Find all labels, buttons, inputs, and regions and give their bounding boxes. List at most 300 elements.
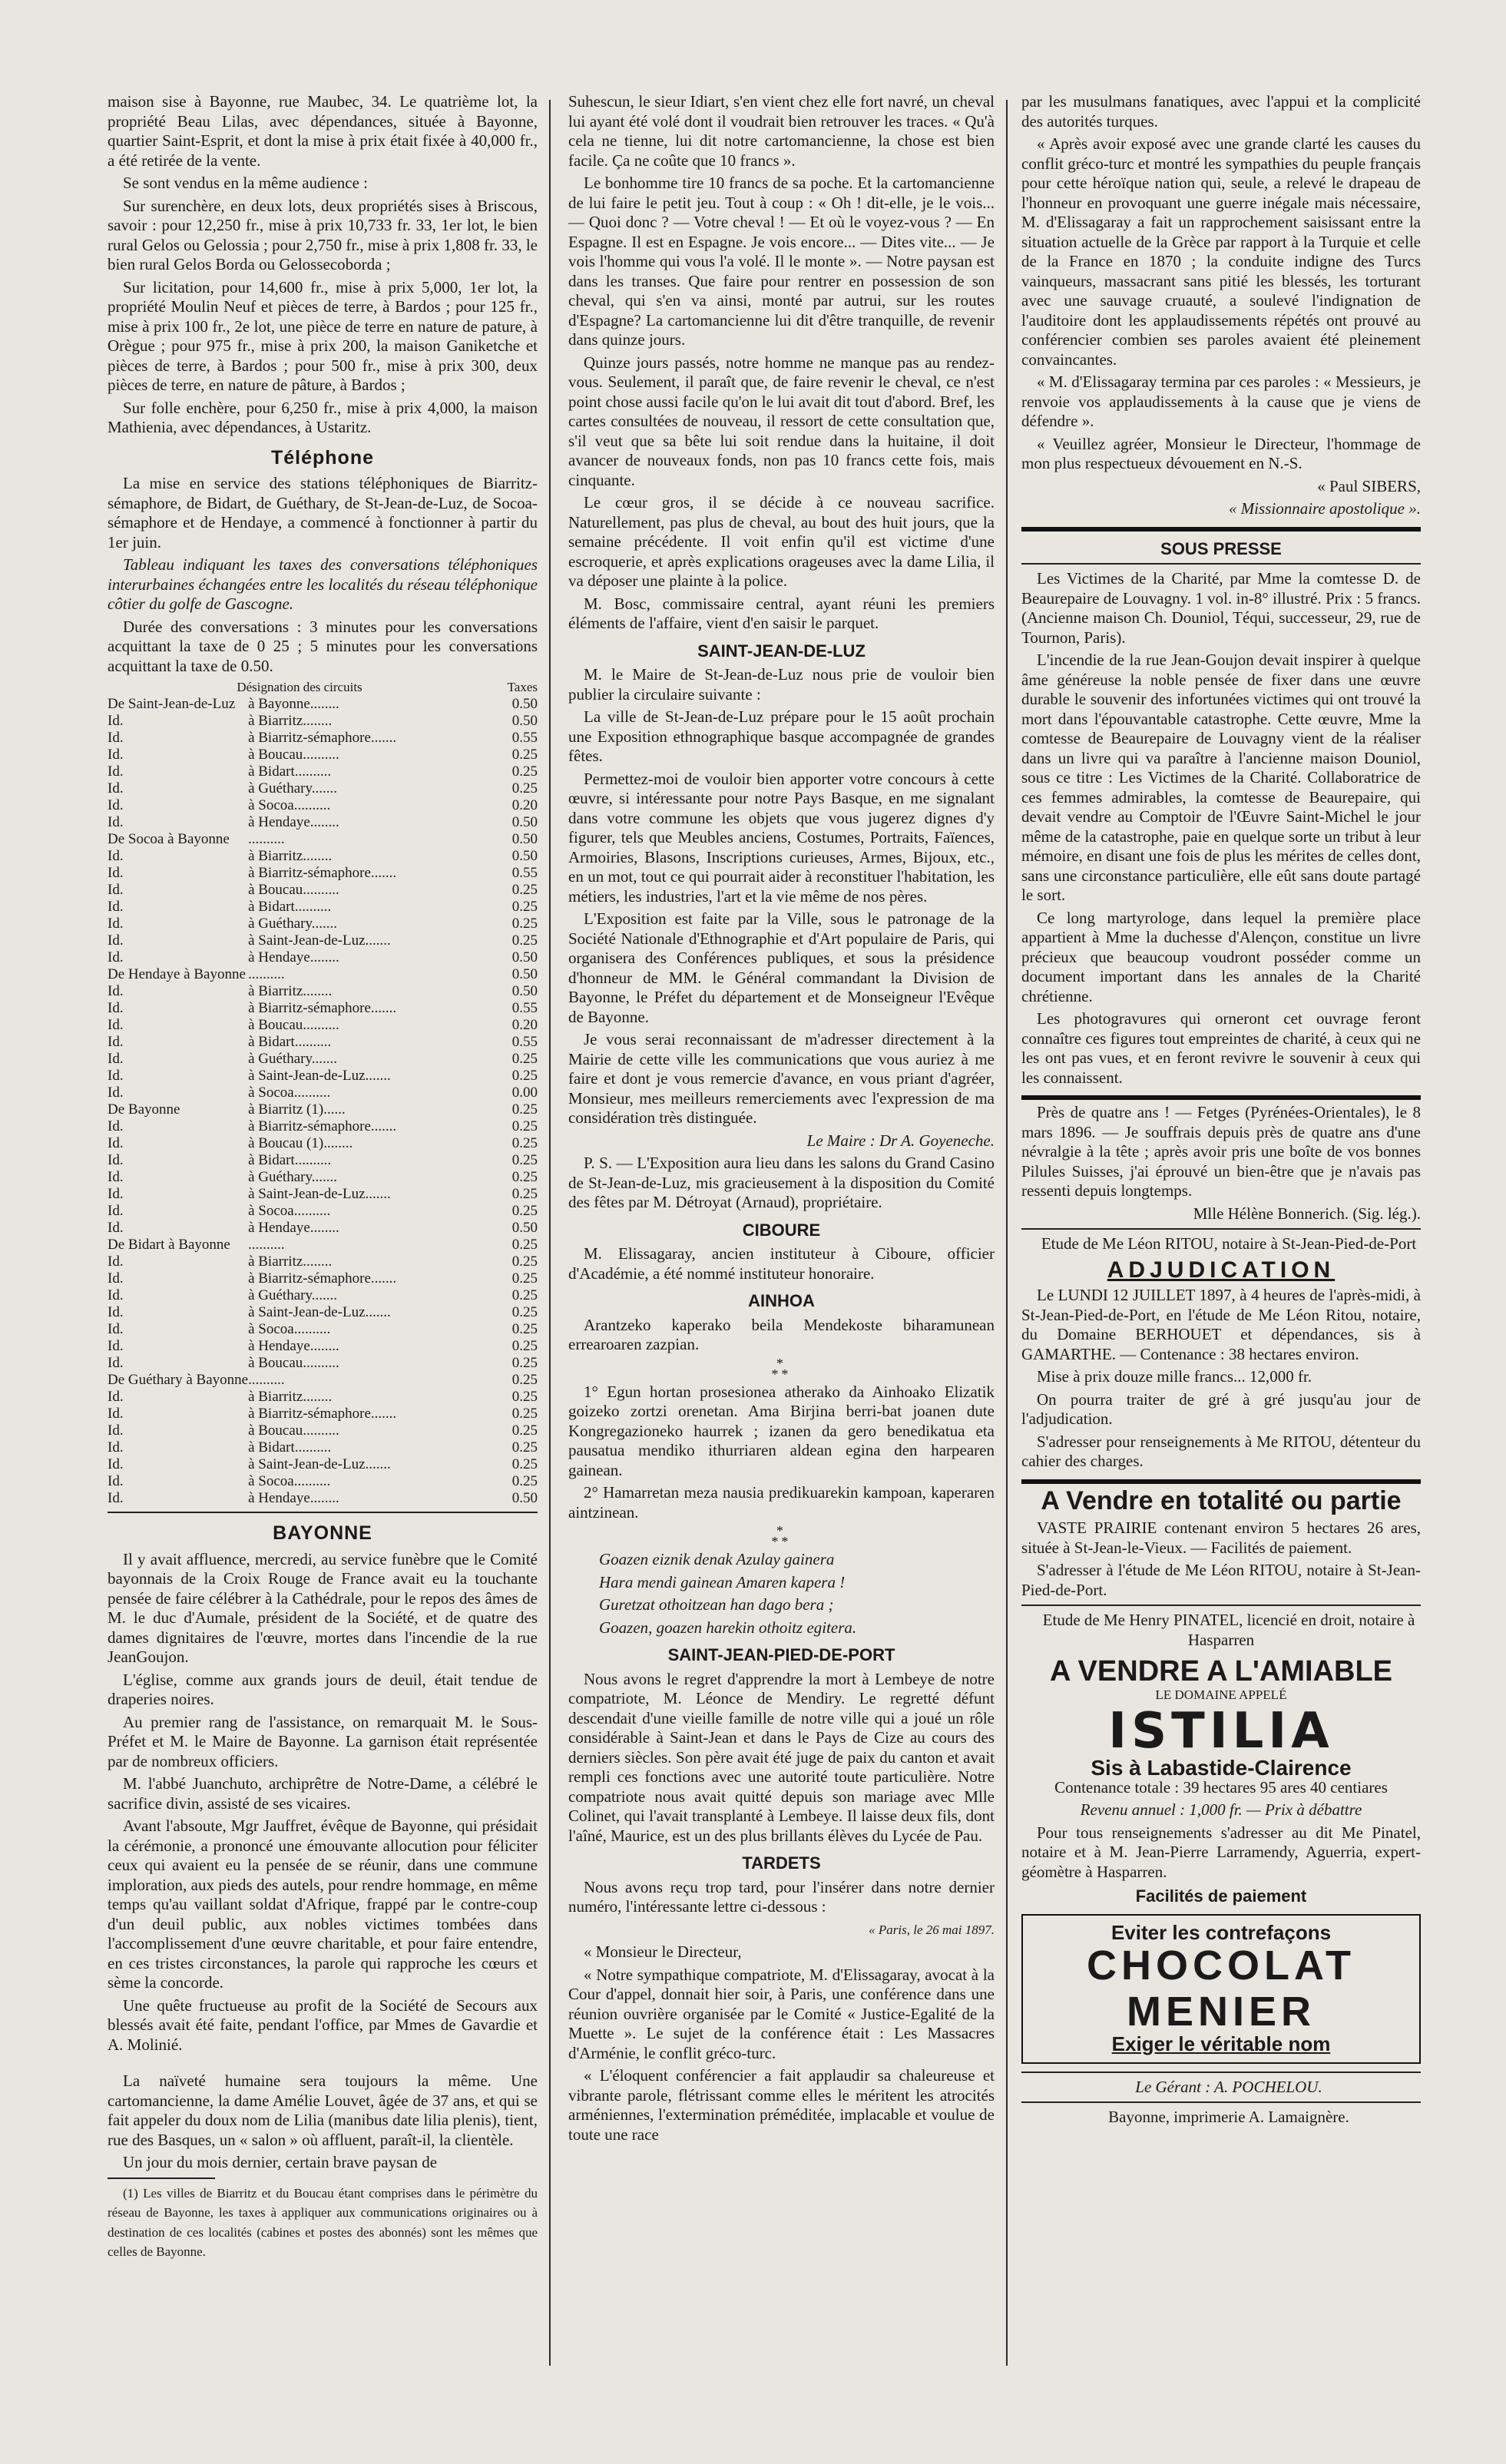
circuit-destination: à Hendaye........ xyxy=(248,949,339,965)
tax-value: 0.00 xyxy=(511,1085,538,1101)
table-row xyxy=(108,1338,538,1355)
circuit-destination: à Biarritz-sémaphore....... xyxy=(248,1270,397,1287)
circuit-origin: Id. xyxy=(108,899,124,915)
tax-value: 0.25 xyxy=(511,1101,538,1118)
paragraph: « Notre sympathique compatriote, M. d'Elissagaray, avocat à la Cour d'appel, donnait hier soir, à Paris, une conférence dans une réunion ouvrière organisée par le Comité « Justice-Egalité de la Muette ». Le sujet de la conférence était : Les Massacres d'Arménie, le conflit gréco-turc. xyxy=(568,1965,995,2062)
tax-value: 0.50 xyxy=(511,966,538,982)
paragraph: 2° Hamarretan meza nausia predikuarekin kampoan, kaperaren aintzinean. xyxy=(568,1483,995,1522)
circuit-destination: à Socoa.......... xyxy=(248,1085,331,1101)
table-row xyxy=(108,1456,538,1473)
paragraph: L'église, comme aux grands jours de deuil, était tendue de draperies noires. xyxy=(108,1670,538,1708)
circuit-origin: Id. xyxy=(108,1270,124,1287)
circuit-origin: Id. xyxy=(108,747,124,763)
table-row xyxy=(108,1372,538,1389)
circuit-destination: à Biarritz........ xyxy=(248,983,333,999)
paragraph: Sur surenchère, en deux lots, deux propriétés sises à Briscous, savoir : pour 12,250 fr., mise à prix 10,733 fr. 33, 1er lot, le bien rural Gelos ou Gelossia ; pour 2,750 fr., mise à prix 1,808 fr. 33, le bien rural Gelos Borda ou Gelossecoborda ; xyxy=(108,196,538,273)
tax-value: 0.25 xyxy=(511,932,538,949)
circuit-destination: à Saint-Jean-de-Luz....... xyxy=(248,1186,391,1202)
section-heading-ainhoa: AINHOA xyxy=(748,1291,815,1310)
divider xyxy=(1021,2072,1421,2073)
circuit-origin: Id. xyxy=(108,814,124,830)
tax-value: 0.25 xyxy=(511,882,538,898)
paragraph: On pourra traiter de gré à gré jusqu'au jour de l'adjudication. xyxy=(1021,1389,1421,1428)
circuit-origin: Id. xyxy=(108,916,124,932)
table-row xyxy=(108,1220,538,1237)
circuit-origin: Id. xyxy=(108,1389,124,1405)
verse-line: Hara mendi gainean Amaren kapera ! xyxy=(599,1572,846,1591)
table-row xyxy=(108,797,538,814)
paragraph: Permettez-moi de vouloir bien apporter votre concours à cette œuvre, si intéressante pour notre Pays Basque, en me signalant dans votre commune les objets que vous jugerez dignes d'y figurer, tels que Meubles anciens, Costumes, Portraits, Faïences, Armoiries, Blasons, Inscriptions curieuses, Armes, Bijoux, etc., en un mot, tout ce qui pourrait aider à reconstituer l'habitation, les métiers, les industries, l'art et la vie même de nos pères. xyxy=(568,769,995,906)
circuit-origin: Id. xyxy=(108,1473,124,1489)
circuit-origin: Id. xyxy=(108,1304,124,1320)
section-heading-saint-jean-de-luz: SAINT-JEAN-DE-LUZ xyxy=(697,641,866,661)
circuit-destination: à Boucau.......... xyxy=(248,747,339,763)
circuit-destination: à Biarritz (1)...... xyxy=(248,1101,346,1118)
paragraph: Arantzeko kaperako beila Mendekoste biharamunean errearoaren zazpian. xyxy=(568,1315,995,1353)
thick-divider xyxy=(1021,1479,1421,1484)
tax-value: 0.25 xyxy=(511,1389,538,1405)
table-row xyxy=(108,780,538,797)
domain-name: ISTILIA xyxy=(1108,1703,1334,1760)
table-row xyxy=(108,1118,538,1135)
signature-title: « Missionnaire apostolique ». xyxy=(1228,499,1421,518)
paragraph: Nous avons le regret d'apprendre la mort à Lembeye de notre compatriote, M. Léonce de Mendiry. Le regretté défunt descendait d'une vieille famille de notre ville qui a joué un rôle considérable à Saint-Jean et dans le Pays de Cize au cours des derniers siècles. Son père avait été juge de paix du canton et avait rempli ces fonctions avec une autorité toute particulière. Notre compatriote nous avait quitté depuis son mariage avec Mlle Colinet, qui l'avait transplanté à Lembeye. Il laisse deux fils, dont l'aîné, Maurice, est un des plus brillants élèves du Lycée de Pau. xyxy=(568,1669,995,1845)
column-rule-2 xyxy=(1006,100,1008,2366)
circuit-destination: à Biarritz-sémaphore....... xyxy=(248,865,397,881)
paragraph: Avant l'absoute, Mgr Jauffret, évêque de Bayonne, qui présidait la cérémonie, a prononcé une émouvante allocution pour féliciter ceux qui avaient eu la pensée de se réunir, dans une commune imploration, aux pieds des autels, pour rendre hommage, en même temps qu'au vaillant soldat d'Afrique, frappé par le contre-coup d'un deuil public, aux nobles victimes tombées dans l'accomplissement d'une œuvre charitable, et pour faire entendre, en ces tristes circonstances, la parole qui rapproche les cœurs et sème la concorde. xyxy=(108,1817,538,1992)
circuit-destination: à Bidart.......... xyxy=(248,763,332,780)
asterism: * ** xyxy=(771,1523,792,1549)
section-heading-saint-jean-pied-de-port: SAINT-JEAN-PIED-DE-PORT xyxy=(667,1645,895,1664)
circuit-origin: Id. xyxy=(108,1338,124,1354)
table-row xyxy=(108,1355,538,1372)
paragraph: S'adresser à l'étude de Me Léon RITOU, notaire à St-Jean-Pied-de-Port. xyxy=(1021,1561,1421,1599)
circuit-destination: à Hendaye........ xyxy=(248,814,339,830)
circuit-destination: à Saint-Jean-de-Luz....... xyxy=(248,1456,391,1472)
tax-value: 0.25 xyxy=(511,1439,538,1456)
paragraph: Une quête fructueuse au profit de la Société de Secours aux blessés avait été faite, pendant l'office, par Mmes de Gavardie et A. Molinié. xyxy=(108,1995,538,2054)
section-heading-bayonne: BAYONNE xyxy=(273,1522,372,1544)
table-row xyxy=(108,1389,538,1406)
circuit-origin: Id. xyxy=(108,1135,124,1151)
tax-value: 0.55 xyxy=(511,865,538,881)
circuit-origin: Id. xyxy=(108,1439,124,1456)
thick-divider xyxy=(1021,527,1421,532)
ad-line: Exiger le véritable nom xyxy=(1111,2032,1331,2055)
tax-value: 0.25 xyxy=(511,1304,538,1320)
table-row xyxy=(108,882,538,899)
amiable-heading: A VENDRE A L'AMIABLE xyxy=(1049,1655,1393,1687)
divider xyxy=(1021,563,1421,565)
section-heading-ciboure: CIBOURE xyxy=(742,1220,821,1240)
column-3 xyxy=(1021,92,1421,2131)
tax-value: 0.20 xyxy=(511,797,538,813)
signature-name: « Paul SIBERS, xyxy=(1317,476,1421,495)
tax-value: 0.25 xyxy=(511,1203,538,1219)
circuit-origin: Id. xyxy=(108,1254,124,1270)
tax-value: 0.50 xyxy=(511,949,538,965)
table-row xyxy=(108,763,538,780)
table-row xyxy=(108,747,538,763)
circuit-destination: à Bidart.......... xyxy=(248,1152,332,1168)
tax-value: 0.50 xyxy=(511,831,538,847)
section-heading-telephone: Téléphone xyxy=(270,446,374,469)
circuit-origin: De Socoa à Bayonne xyxy=(108,831,230,847)
circuit-destination: à Bidart.......... xyxy=(248,899,332,915)
tax-value: 0.50 xyxy=(511,814,538,830)
circuit-destination: à Biarritz........ xyxy=(248,848,333,864)
circuit-origin: Id. xyxy=(108,1034,124,1050)
circuit-destination: à Biarritz........ xyxy=(248,713,333,729)
circuit-destination: à Biarritz........ xyxy=(248,1254,333,1270)
thick-divider xyxy=(1021,1095,1421,1100)
paragraph: La ville de St-Jean-de-Luz prépare pour le 15 août prochain une Exposition ethnographique basque accompagnée de grandes fêtes. xyxy=(568,707,995,765)
sale-heading: A Vendre en totalité ou partie xyxy=(1041,1485,1402,1515)
footnote: (1) Les villes de Biarritz et du Boucau étant comprises dans le périmètre du réseau de Bayonne, les taxes à appliquer aux communications originaires ou à destination de ces localités (cabines et postes des abonnés) sont les mêmes que celles de Bayonne. xyxy=(108,2185,538,2259)
circuit-origin: Id. xyxy=(108,1000,124,1016)
circuit-destination: à Boucau.......... xyxy=(248,882,339,898)
circuit-destination: à Hendaye........ xyxy=(248,1490,339,1506)
tax-value: 0.50 xyxy=(511,1220,538,1236)
circuit-destination: à Bayonne........ xyxy=(248,696,339,712)
paragraph: Mise à prix douze mille francs... 12,000 fr. xyxy=(1037,1367,1312,1386)
paragraph: M. l'abbé Juanchuto, archiprêtre de Notre-Dame, a célébré le sacrifice divin, assisté de ses vicaires. xyxy=(108,1774,538,1813)
circuit-destination: à Boucau.......... xyxy=(248,1017,339,1033)
paragraph: M. Elissagaray, ancien instituteur à Ciboure, officier d'Académie, a été nommé instituteur honoraire. xyxy=(568,1244,995,1283)
table-row xyxy=(108,696,538,713)
gerant-line: Le Gérant : A. POCHELOU. xyxy=(1135,2077,1322,2096)
paragraph: Les Victimes de la Charité, par Mme la comtesse D. de Beaurepaire de Louvagny. 1 vol. in-8° illustré. Prix : 5 francs. (Ancienne maison Ch. Douniol, Téqui, successeur, 29, rue de Tournon, Paris). xyxy=(1021,569,1421,647)
tax-value: 0.25 xyxy=(511,1254,538,1270)
circuit-destination: à Saint-Jean-de-Luz....... xyxy=(248,1304,391,1320)
circuit-origin: Id. xyxy=(108,1355,124,1371)
paragraph: VASTE PRAIRIE contenant environ 5 hectares 26 ares, située à St-Jean-le-Vieux. — Facilités de paiement. xyxy=(1021,1518,1421,1557)
table-row xyxy=(108,1034,538,1051)
tax-table-body xyxy=(108,696,538,1507)
paragraph: Suhescun, le sieur Idiart, s'en vient chez elle fort navré, un cheval lui ayant été volé dont il voudrait bien retrouver les traces. « Qu'à cela ne tienne, lui dit notre cartomancienne, la chose est bien facile. Ça ne coûte que 10 francs ». xyxy=(568,92,995,170)
ad-line: Eviter les contrefaçons xyxy=(1110,1920,1332,1944)
circuit-destination: à Guéthary....... xyxy=(248,916,337,932)
table-row xyxy=(108,949,538,966)
table-row xyxy=(108,831,538,848)
table-row xyxy=(108,1422,538,1439)
circuit-origin: Id. xyxy=(108,983,124,999)
circuit-origin: Id. xyxy=(108,1203,124,1219)
table-row xyxy=(108,1051,538,1068)
tax-value: 0.25 xyxy=(511,899,538,915)
tax-value: 0.25 xyxy=(511,1422,538,1439)
circuit-destination: à Saint-Jean-de-Luz....... xyxy=(248,1068,391,1084)
table-row xyxy=(108,1203,538,1220)
tax-value: 0.25 xyxy=(511,1237,538,1253)
circuit-destination: à Saint-Jean-de-Luz....... xyxy=(248,932,391,949)
table-row xyxy=(108,865,538,882)
ad-brand: MENIER xyxy=(1126,1989,1316,2035)
tax-value: 0.25 xyxy=(511,916,538,932)
advertisement-pills: Près de quatre ans ! — Fetges (Pyrénées-Orientales), le 8 mars 1896. — Je souffrais depuis près de quatre ans d'une névralgie à la tête ; après avoir pris une boîte de vos bonnes Pilules Suisses, j'ai éprouvé un bien-être que je n'avais pas ressenti depuis longtemps. xyxy=(1021,1103,1421,1200)
table-header-taxes: Taxes xyxy=(507,680,538,694)
divider xyxy=(1021,1228,1421,1230)
tax-value: 0.50 xyxy=(511,848,538,864)
circuit-destination: à Socoa.......... xyxy=(248,1203,331,1219)
circuit-destination: à Boucau.......... xyxy=(248,1422,339,1439)
table-row xyxy=(108,848,538,865)
paragraph: par les musulmans fanatiques, avec l'appui et la complicité des autorités turques. xyxy=(1021,92,1421,131)
notary-etude: Etude de Me Léon RITOU, notaire à St-Jean-Pied-de-Port xyxy=(1041,1234,1417,1253)
column-rule-1 xyxy=(549,100,551,2366)
table-row xyxy=(108,730,538,747)
verse-line: Guretzat othoitzean han dago bera ; xyxy=(599,1595,834,1614)
verse-line: Goazen, goazen harekin othoitz egitera. xyxy=(599,1618,857,1637)
adjudication-heading: ADJUDICATION xyxy=(1107,1257,1336,1283)
tax-value: 0.25 xyxy=(511,780,538,796)
paragraph: P. S. — L'Exposition aura lieu dans les salons du Grand Casino de St-Jean-de-Luz, mis gracieusement à la disposition du Comité des fêtes par M. Détroyat (Arnaud), propriétaire. xyxy=(568,1154,995,1211)
circuit-origin: Id. xyxy=(108,1490,124,1506)
paragraph: Revenu annuel : 1,000 fr. — Prix à débattre xyxy=(1080,1800,1362,1819)
domain-location: Sis à Labastide-Clairence xyxy=(1091,1756,1352,1780)
paragraph: Le cœur gros, il se décide à ce nouveau sacrifice. Naturellement, pas plus de cheval, au bout des huit jours, que la semaine précédente. Il voit enfin qu'il est victime d'une escroquerie, et après explications orageuses avec la dame Lilia, il va déposer une plainte à la police. xyxy=(568,493,995,590)
circuit-destination: à Hendaye........ xyxy=(248,1220,339,1236)
circuit-destination: à Boucau (1)........ xyxy=(248,1135,353,1151)
table-row xyxy=(108,1237,538,1254)
paragraph: 1° Egun hortan prosesionea atherako da Ainhoako Elizatik goizeko zortzi orenetan. Ama Birjina berri-bat joanen dute Kongregazioneko haurrek ; izanen da gero benedikatua eta pausatua mendiko ithurriaren aldean egina den harpearen gainean. xyxy=(568,1382,995,1479)
tax-value: 0.25 xyxy=(511,1135,538,1151)
paragraph: Contenance totale : 39 hectares 95 ares 40 centiares xyxy=(1054,1777,1388,1797)
circuit-origin: Id. xyxy=(108,1220,124,1236)
paragraph: L'Exposition est faite par la Ville, sous le patronage de la Société Nationale d'Ethnographie et d'Art populaire de Paris, qui organisera des Conférences publiques, et sous la présidence d'honneur de MM. le Général commandant la Division de Bayonne, le Préfet du département et de Monseigneur l'Evêque de Bayonne. xyxy=(568,909,995,1026)
circuit-origin: Id. xyxy=(108,780,124,796)
circuit-destination: à Boucau.......... xyxy=(248,1355,339,1371)
tax-value: 0.25 xyxy=(511,1169,538,1185)
payment-facilities: Facilités de paiement xyxy=(1135,1886,1307,1906)
circuit-destination: à Guéthary....... xyxy=(248,780,337,796)
table-header-circuits: Désignation des circuits xyxy=(237,680,362,694)
circuit-origin: De Hendaye à Bayonne xyxy=(108,966,246,982)
tax-value: 0.25 xyxy=(511,1321,538,1337)
column-2 xyxy=(568,92,995,2148)
table-row xyxy=(108,1439,538,1456)
domain-subheading: LE DOMAINE APPELÉ xyxy=(1155,1687,1287,1702)
section-heading-tardets: TARDETS xyxy=(742,1853,821,1873)
circuit-origin: Id. xyxy=(108,1051,124,1067)
circuit-origin: Id. xyxy=(108,932,124,949)
circuit-destination: à Biarritz-sémaphore....... xyxy=(248,1118,397,1134)
circuit-destination: à Guéthary....... xyxy=(248,1287,337,1303)
table-row xyxy=(108,1321,538,1338)
verse-line: Goazen eiznik denak Azulay gainera xyxy=(599,1550,835,1568)
circuit-origin: Id. xyxy=(108,1422,124,1439)
tax-value: 0.55 xyxy=(511,730,538,746)
paragraph: M. Bosc, commissaire central, ayant réuni les premiers éléments de l'affaire, vient d'en saisir le parquet. xyxy=(568,594,995,632)
section-heading-sous-presse: SOUS PRESSE xyxy=(1160,538,1282,558)
circuit-origin: Id. xyxy=(108,1287,124,1303)
circuit-destination: à Hendaye........ xyxy=(248,1338,339,1354)
table-row xyxy=(108,932,538,949)
notary-etude: Etude de Me Henry PINATEL, licencié en droit, notaire à Hasparren xyxy=(1042,1611,1415,1649)
paragraph: « Veuillez agréer, Monsieur le Directeur, l'hommage de mon plus respectueux dévouement en N.-S. xyxy=(1021,434,1421,472)
tax-value: 0.25 xyxy=(511,1456,538,1472)
table-row xyxy=(108,1406,538,1422)
table-row xyxy=(108,1017,538,1034)
tax-value: 0.25 xyxy=(511,1068,538,1084)
tax-value: 0.50 xyxy=(511,1490,538,1506)
paragraph: « Monsieur le Directeur, xyxy=(584,1942,742,1961)
tax-value: 0.25 xyxy=(511,1372,538,1388)
circuit-destination: à Bidart.......... xyxy=(248,1439,332,1456)
table-row xyxy=(108,1152,538,1169)
paragraph: S'adresser pour renseignements à Me RITOU, détenteur du cahier des charges. xyxy=(1021,1432,1421,1470)
table-row xyxy=(108,1304,538,1321)
paragraph: L'incendie de la rue Jean-Goujon devait inspirer à quelque âme généreuse la noble pensée de fixer dans une œuvre durable le souvenir des infortunées victimes qui ont trouvé la mort dans l'épouvantable catastrophe. Cette œuvre, Mme la comtesse de Beaurepaire de Louvagny vient de la réaliser dans un livre qui va paraître à l'ancienne maison Douniol, sous ce titre : Les Victimes de la Charité. Collaboratrice de ces femmes admirables, la comtesse de Beaurepaire, qui devait vendre au Comptoir de l'Œuvre Saint-Michel le jour même de la catastrophe, paie en quelque sorte un tribut à leur mémoire, en disant une fois de plus les mérites de celles dont, sans une circonstance particulière, elle eût sans doute partagé le sort. xyxy=(1021,651,1421,904)
paragraph: Ce long martyrologe, dans lequel la première place appartient à Mme la duchesse d'Alençon, constitue un livre précieux que beaucoup voudront posséder comme un document important dans les annales de la Charité chrétienne. xyxy=(1021,908,1421,1005)
tax-value: 0.25 xyxy=(511,763,538,780)
table-row xyxy=(108,1000,538,1017)
tax-value: 0.20 xyxy=(511,1017,538,1033)
circuit-destination: à Socoa.......... xyxy=(248,797,331,813)
tax-value: 0.55 xyxy=(511,1034,538,1050)
letter-date: « Paris, le 26 mai 1897. xyxy=(869,1922,995,1937)
tax-value: 0.25 xyxy=(511,1473,538,1489)
signature: Le Maire : Dr A. Goyeneche. xyxy=(806,1131,995,1150)
tax-value: 0.55 xyxy=(511,1000,538,1016)
paragraph: Les photogravures qui orneront cet ouvrage feront connaître ces figures tout empreintes de charité, à ceux qui ne les ont pas vues, et en feront revivre le souvenir à ceux qui les connaissent. xyxy=(1021,1009,1421,1087)
divider xyxy=(1021,2101,1421,2103)
tax-value: 0.25 xyxy=(511,1051,538,1067)
table-row xyxy=(108,983,538,1000)
paragraph: La mise en service des stations téléphoniques de Biarritz-sémaphore, de Bidart, de Guéthary, de St-Jean-de-Luz, de Socoa-sémaphore et de Hendaye, a commencé à fonctionner à partir du 1er juin. xyxy=(108,474,538,551)
circuit-origin: De Saint-Jean-de-Luz xyxy=(108,696,236,712)
tax-value: 0.25 xyxy=(511,1270,538,1287)
circuit-destination: à Guéthary....... xyxy=(248,1051,337,1067)
chocolat-menier-ad xyxy=(1021,1914,1421,2064)
tax-value: 0.25 xyxy=(511,1186,538,1202)
tax-value: 0.25 xyxy=(511,1355,538,1371)
table-row xyxy=(108,1169,538,1186)
circuit-origin: Id. xyxy=(108,1321,124,1337)
tax-value: 0.25 xyxy=(511,1118,538,1134)
tax-value: 0.25 xyxy=(511,1287,538,1303)
circuit-origin: Id. xyxy=(108,797,124,813)
circuit-origin: Id. xyxy=(108,713,124,729)
circuit-origin: Id. xyxy=(108,1152,124,1168)
paragraph: « L'éloquent conférencier a fait applaudir sa chaleureuse et vibrante parole, flétrissant comme elles le méritent les atrocités arméniennes, l'extermination préméditée, implacable et voulue de toute une race xyxy=(568,2066,995,2144)
circuit-origin: Id. xyxy=(108,1017,124,1033)
circuit-origin: Id. xyxy=(108,848,124,864)
paragraph: Le LUNDI 12 JUILLET 1897, à 4 heures de l'après-midi, à St-Jean-Pied-de-Port, en l'étude de Me Léon Ritou, notaire, du Domaine BERHOUET et dépendances, sis à GAMARTHE. — Contenance : 38 hectares environ. xyxy=(1021,1286,1421,1363)
table-row xyxy=(108,1287,538,1304)
paragraph: Il y avait affluence, mercredi, au service funèbre que le Comité bayonnais de la Croix Rouge de France avait eu la touchante pensée de faire célébrer à la Cathédrale, pour le repos des âmes de M. le duc d'Aumale, président de la Société, et de quatre des dames dignitaires de l'œuvre, mortes dans l'incendie de la rue JeanGoujon. xyxy=(108,1549,538,1666)
circuit-origin: De Guéthary à Bayonne xyxy=(108,1372,249,1388)
circuit-destination: à Guéthary....... xyxy=(248,1169,337,1185)
asterism: * ** xyxy=(771,1355,792,1382)
tax-value: 0.25 xyxy=(511,1406,538,1422)
tax-value: 0.25 xyxy=(511,747,538,763)
table-row xyxy=(108,1085,538,1101)
paragraph: Se sont vendus en la même audience : xyxy=(123,174,368,192)
paragraph-italic: Tableau indiquant les taxes des conversations téléphoniques interurbaines échangées entre les localités du réseau téléphonique côtier du golfe de Gascogne. xyxy=(108,555,538,613)
signature: Mlle Hélène Bonnerich. (Sig. lég.). xyxy=(1193,1204,1421,1223)
divider xyxy=(1021,1605,1421,1606)
circuit-destination: .......... xyxy=(248,966,285,982)
table-row xyxy=(108,1186,538,1203)
table-row xyxy=(108,713,538,730)
table-row xyxy=(108,1270,538,1287)
table-row xyxy=(108,1135,538,1152)
circuit-origin: De Bidart à Bayonne xyxy=(108,1237,230,1253)
paragraph: « Après avoir exposé avec une grande clarté les causes du conflit gréco-turc et montré les sympathies du peuple français pour cette héroïque nation qui, seule, a relevé le drapeau de l'honneur en provoquant une guerre inégale mais nécessaire, M. d'Elissagaray a fait un rapprochement saisissant entre la situation actuelle de la Grèce par rapport à la Turquie et celle de la France en 1870 ; la conduite indigne des Turcs vainqueurs, massacrant sans pitié les blessés, les torturant avec une sauvage cruauté, a soulevé l'indignation de l'auditoire dont les applaudissements répétés ont prouvé au conférencier combien ses paroles avaient été pleinement convaincantes. xyxy=(1021,134,1421,369)
table-row xyxy=(108,1490,538,1507)
tax-table xyxy=(108,679,538,1507)
circuit-origin: Id. xyxy=(108,1169,124,1185)
paragraph: Sur licitation, pour 14,600 fr., mise à prix 5,000, 1er lot, la propriété Moulin Neuf et pièces de terre, à Bardos ; pour 125 fr., mise à prix 100 fr., 2e lot, une pièce de terre en nature de pature, à Orègue ; pour 975 fr., mise à prix 200, la maison Ganiketche et pièces de terre, à Bardos ; pour 500 fr., mise à prix 300, deux pièces de terre, en nature de pâture, à Bardos ; xyxy=(108,277,538,394)
tax-value: 0.50 xyxy=(511,983,538,999)
paragraph: Pour tous renseignements s'adresser au dit Me Pinatel, notaire et à M. Jean-Pierre Larramendy, Aguerria, expert-géomètre à Hasparren. xyxy=(1021,1823,1421,1881)
circuit-origin: Id. xyxy=(108,1118,124,1134)
tax-value: 0.25 xyxy=(511,1152,538,1168)
circuit-destination: à Biarritz........ xyxy=(248,1389,333,1405)
circuit-origin: Id. xyxy=(108,1068,124,1084)
circuit-origin: De Bayonne xyxy=(108,1101,180,1118)
circuit-origin: Id. xyxy=(108,763,124,780)
ad-brand: CHOCOLAT xyxy=(1087,1942,1355,1989)
paragraph: Un jour du mois dernier, certain brave paysan de xyxy=(123,2153,438,2171)
paragraph: M. le Maire de St-Jean-de-Luz nous prie de vouloir bien publier la circulaire suivante : xyxy=(568,665,995,704)
paragraph: La naïveté humaine sera toujours la même. Une cartomancienne, la dame Amélie Louvet, âgée de 37 ans, et qui se fait appeler du doux nom de Lilia (manibus date lilia plenis), tient, rue des Basques, un « salon » où affluent, paraît-il, la clientèle. xyxy=(108,2072,538,2149)
paragraph: maison sise à Bayonne, rue Maubec, 34. Le quatrième lot, la propriété Beau Lilas, avec dépendances, située à Bayonne, quartier Saint-Esprit, et dont la mise à prix était fixée à 40,000 fr., a été retirée de la vente. xyxy=(108,92,538,170)
printer-line: Bayonne, imprimerie A. Lamaignère. xyxy=(1108,2108,1349,2126)
paragraph: Quinze jours passés, notre homme ne manque pas au rendez-vous. Seulement, il paraît que, de faire revenir le cheval, ce n'est point chose aussi facile qu'on le lui avait dit tout d'abord. Bref, les cartes consultées de nouveau, il ressort de cette consultation que, s'il veut que sa bête lui soit rendue dans la huitaine, il doit avancer de nouveaux fonds, non pas 10 francs cette fois, mais cinquante. xyxy=(568,353,995,489)
circuit-destination: .......... xyxy=(248,1237,285,1253)
circuit-origin: Id. xyxy=(108,1456,124,1472)
column-1 xyxy=(108,92,538,2265)
circuit-destination: à Socoa.......... xyxy=(248,1321,331,1337)
table-row xyxy=(108,966,538,983)
circuit-destination: .......... xyxy=(248,831,285,847)
circuit-destination: à Biarritz-sémaphore....... xyxy=(248,730,397,746)
table-row xyxy=(108,1473,538,1490)
tax-value: 0.50 xyxy=(511,713,538,729)
circuit-origin: Id. xyxy=(108,865,124,881)
circuit-origin: Id. xyxy=(108,730,124,746)
circuit-origin: Id. xyxy=(108,1406,124,1422)
table-row xyxy=(108,1254,538,1270)
table-row xyxy=(108,1068,538,1085)
divider xyxy=(108,1512,538,1513)
table-row xyxy=(108,814,538,831)
table-row xyxy=(108,1101,538,1118)
circuit-origin: Id. xyxy=(108,949,124,965)
tax-value: 0.50 xyxy=(511,696,538,712)
paragraph: Le bonhomme tire 10 francs de sa poche. Et la cartomancienne de lui faire le petit jeu. Tout à coup : « Oh ! dit-elle, je le vois... — Quoi donc ? — Votre cheval ! — Et où le voyez-vous ? — En Espagne. Il est en Espagne. Je vois encore... — Dites vite... — Je vois l'homme qui vous l'a volé. Il le monte ». — Notre paysan est dans les transes. Que faire pour rentrer en possession de son cheval, qui s'en va ainsi, monté par autrui, sur les routes d'Espagne? La cartomancienne lui dit d'être tranquille, de revenir dans quinze jours. xyxy=(568,174,995,349)
paragraph: « M. d'Elissagaray termina par ces paroles : « Messieurs, je renvoie vos applaudissements à la cause que je viens de défendre ». xyxy=(1021,373,1421,430)
table-row xyxy=(108,899,538,916)
paragraph: Sur folle enchère, pour 6,250 fr., mise à prix 4,000, la maison Mathienia, avec dépendances, à Ustaritz. xyxy=(108,398,538,436)
circuit-origin: Id. xyxy=(108,1186,124,1202)
circuit-destination: à Biarritz-sémaphore....... xyxy=(248,1000,397,1016)
paragraph: Au premier rang de l'assistance, on remarquait M. le Sous-Préfet et M. le Maire de Bayonne. La garnison était représentée par de nombreux officiers. xyxy=(108,1712,538,1770)
footnote-divider xyxy=(108,2178,215,2179)
paragraph: Nous avons reçu trop tard, pour l'insérer dans notre dernier numéro, l'intéressante lettre ci-dessous : xyxy=(568,1877,995,1916)
circuit-destination: .......... xyxy=(248,1372,285,1388)
circuit-destination: à Socoa.......... xyxy=(248,1473,331,1489)
circuit-destination: à Biarritz-sémaphore....... xyxy=(248,1406,397,1422)
tax-value: 0.25 xyxy=(511,1338,538,1354)
circuit-destination: à Bidart.......... xyxy=(248,1034,332,1050)
circuit-origin: Id. xyxy=(108,1085,124,1101)
table-row xyxy=(108,916,538,932)
paragraph: Durée des conversations : 3 minutes pour les conversations acquittant la taxe de 0 25 ; 5 minutes pour les conversations acquittant la taxe de 0.50. xyxy=(108,617,538,675)
paragraph: Je vous serai reconnaissant de m'adresser directement à la Mairie de cette ville les communications que vous auriez à me faire et dont je vous remercie d'avance, en vous priant d'agréer, Monsieur, mes meilleurs remerciements avec l'expression de ma considération très distinguée. xyxy=(568,1030,995,1127)
